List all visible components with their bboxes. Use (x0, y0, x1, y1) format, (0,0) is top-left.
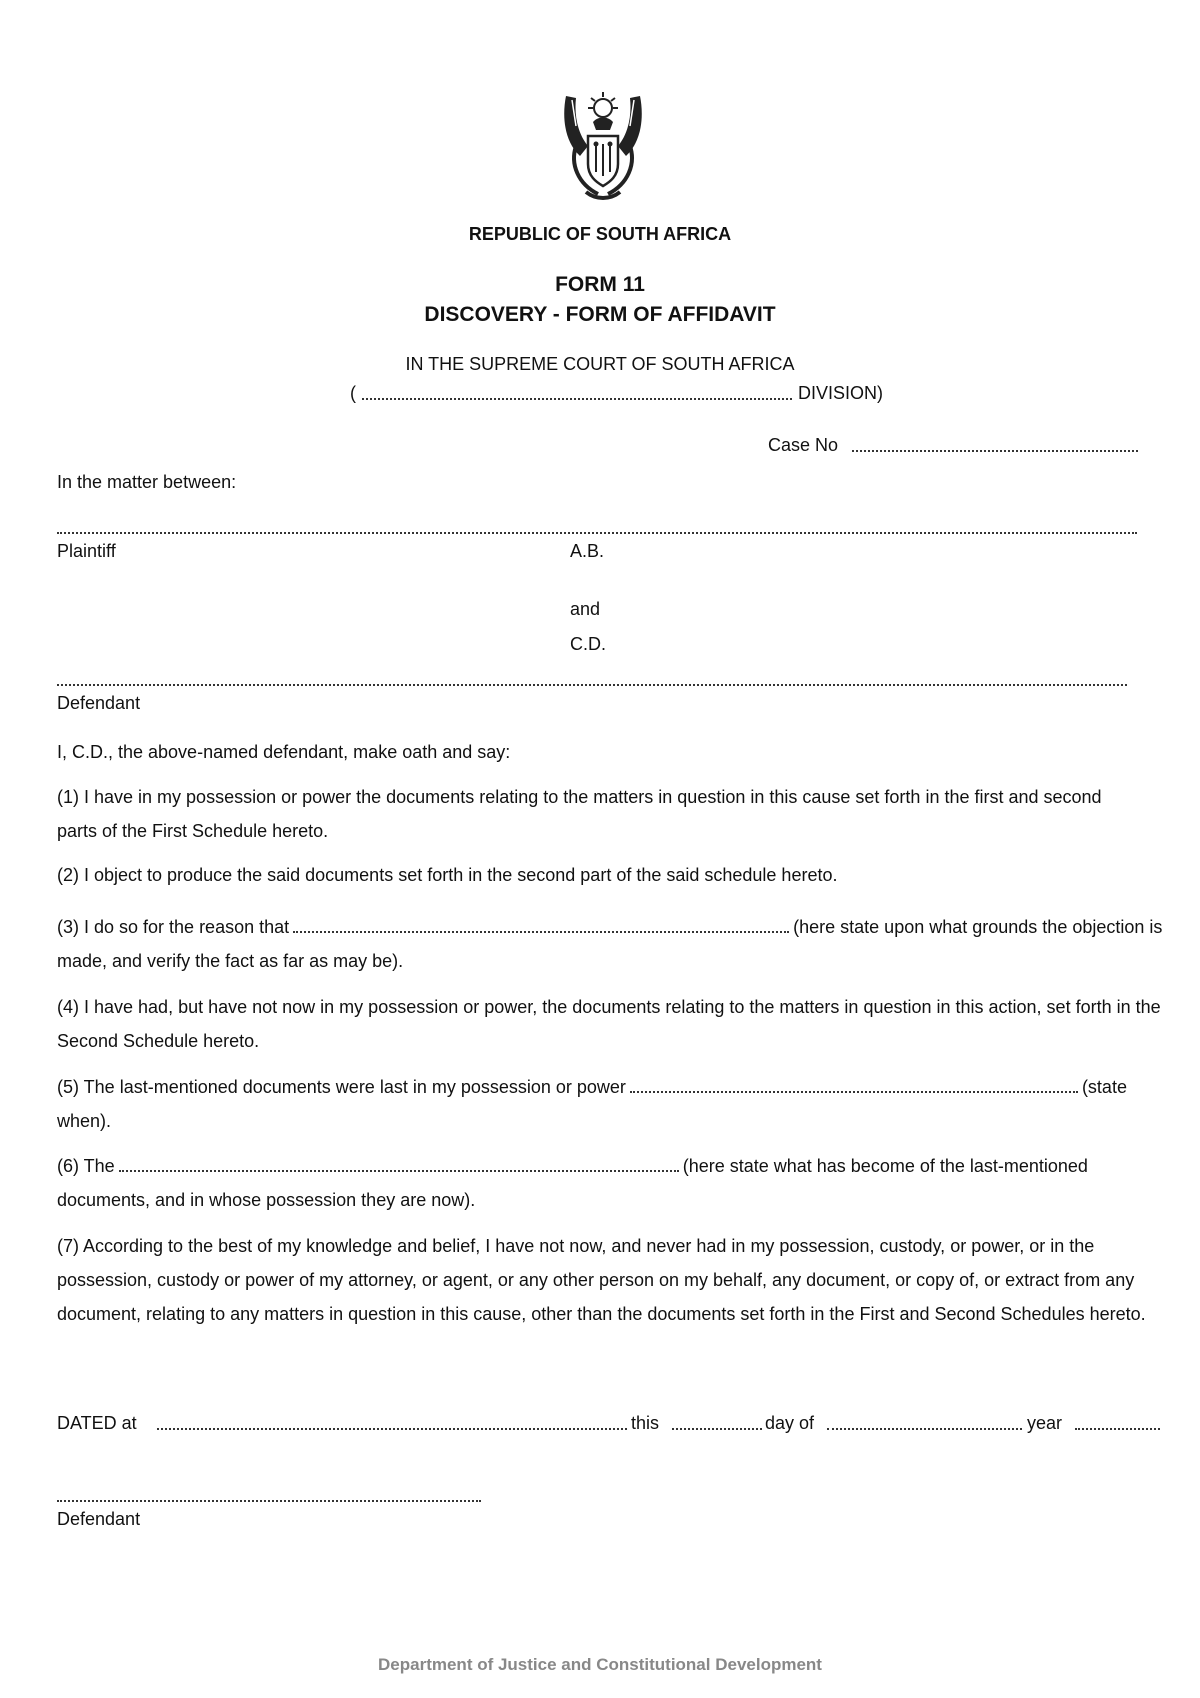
signature-defendant-label: Defendant (57, 1509, 141, 1529)
matter-between: In the matter between: (57, 472, 237, 492)
paragraph-1: (1) I have in my possession or power the documents relating to the matters in question in this cause set forth in the first and second parts of the First Schedule hereto. (57, 787, 1102, 841)
paragraph-6-start: (6) The (57, 1156, 115, 1176)
documents-fate-blank[interactable] (119, 1156, 679, 1172)
dated-at-label: DATED at (57, 1413, 137, 1433)
division-blank[interactable] (362, 398, 792, 400)
paragraph-7: (7) According to the best of my knowledge and belief, I have not now, and never had in my possession, custody, or power, or in the possession, custody or power of my attorney, or agent, or any other person on my behalf, any document, or copy of, or extract from any document, relating to any matters in question in this cause, other than the documents set forth in the First and Second Schedules hereto. (57, 1236, 1146, 1324)
paragraph-2: (2) I object to produce the said documents set forth in the second part of the said schedule hereto. (57, 865, 838, 885)
paragraph-6-end: (here state what has become of the last-mentioned documents, and in whose possession they are now). (57, 1156, 1088, 1210)
paragraph-5-end: (state when). (57, 1077, 1127, 1131)
case-no-label: Case No (768, 435, 839, 455)
country-heading: REPUBLIC OF SOUTH AFRICA (468, 224, 732, 244)
oath-statement: I, C.D., the above-named defendant, make oath and say: (57, 742, 511, 762)
defendant-blank[interactable] (57, 684, 1127, 686)
paragraph-4: (4) I have had, but have not now in my possession or power, the documents relating to the matters in question in this action, set forth in the Second Schedule hereto. (57, 997, 1161, 1051)
form-number: FORM 11 (555, 273, 645, 296)
plaintiff-name: A.B. (570, 541, 605, 561)
year-label: year (1027, 1413, 1063, 1433)
defendant-name: C.D. (570, 634, 606, 654)
day-blank[interactable] (672, 1428, 762, 1430)
dated-place-blank[interactable] (157, 1428, 627, 1430)
plaintiff-label: Plaintiff (57, 541, 116, 561)
reason-blank[interactable] (293, 917, 789, 933)
plaintiff-blank[interactable] (57, 532, 1137, 534)
case-no-blank[interactable] (852, 450, 1138, 452)
paragraph-3-end: (here state upon what grounds the objection is made, and verify the fact as far as may be). (57, 917, 1163, 971)
paragraph-6 (57, 1149, 1177, 1217)
possession-when-blank[interactable] (630, 1077, 1078, 1093)
and-text: and (570, 599, 601, 619)
coat-of-arms-icon (558, 86, 648, 202)
form-title: DISCOVERY - FORM OF AFFIDAVIT (424, 303, 776, 326)
division-open: ( (350, 383, 356, 403)
this-label: this (631, 1413, 660, 1433)
paragraph-3-start: (3) I do so for the reason that (57, 917, 290, 937)
year-blank[interactable] (1075, 1428, 1160, 1430)
footer-department: Department of Justice and Constitutional Development (378, 1655, 822, 1674)
month-blank[interactable] (827, 1428, 1022, 1430)
defendant-label: Defendant (57, 693, 141, 713)
paragraph-5-start: (5) The last-mentioned documents were last in my possession or power (57, 1077, 626, 1097)
paragraph-5 (57, 1070, 1167, 1138)
court-heading: IN THE SUPREME COURT OF SOUTH AFRICA (405, 354, 795, 374)
paragraph-3 (57, 910, 1167, 978)
defendant-signature-blank[interactable] (57, 1500, 481, 1502)
division-label: DIVISION) (798, 383, 884, 403)
day-of-label: day of (765, 1413, 815, 1433)
